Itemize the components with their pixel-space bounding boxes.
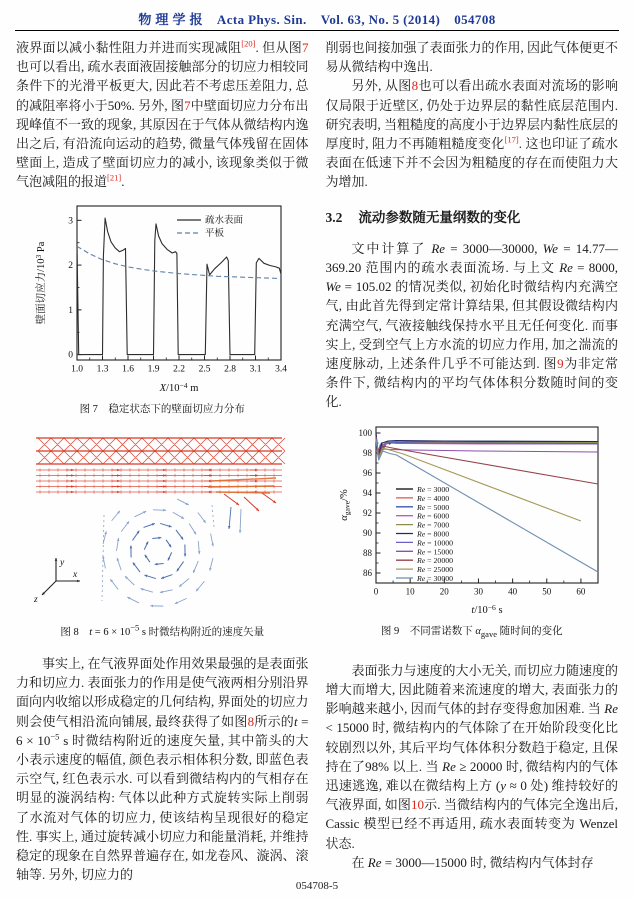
svg-text:Re = 7000: Re = 7000 (416, 520, 449, 530)
svg-text:z: z (34, 594, 38, 605)
paragraph: 另外, 从图8也可以看出疏水表面对流场的影响仅局限于近壁区, 仍处于边界层的黏性底层范围内. 研究表明, 当粗糙度的高度小于边界层内黏性底层的厚度时, 阻力不再随粗糙度变化[17]. 这也印证了疏水表面在低速下并不会因为粗糙度的存在而使阻力大为增加. (325, 78, 619, 190)
svg-text:Re = 6000: Re = 6000 (416, 511, 449, 521)
figure-7-caption: 图 7 稳定状态下的壁面切应力分布 (79, 403, 245, 415)
svg-text:1.3: 1.3 (96, 364, 109, 375)
svg-text:3.1: 3.1 (249, 364, 262, 375)
svg-text:2.2: 2.2 (173, 364, 186, 375)
svg-text:90: 90 (362, 527, 372, 538)
page-number: 054708-5 (295, 880, 339, 892)
svg-text:1.9: 1.9 (147, 364, 160, 375)
figure-9-chart (336, 420, 608, 618)
paragraph: 文中计算了 Re = 3000—30000, We = 14.77—369.20 范围内的疏水表面流场. 与上文 Re = 8000, We = 105.02 的情况类似, 初始化时微结构内充满空气, 由此首先得到定常计算结果, 但其假设微结构内充满空气, 气液接触线保持水平且无任何变化. 而事实上, 受到空气上方水流的切应力作用, 加之湍流的速度脉动, 上述条件几乎不可能达到. 图9为非定常条件下, 微结构内的平均气体体积分数随时间的变化. (325, 240, 618, 410)
svg-text:Re = 4000: Re = 4000 (416, 493, 449, 503)
svg-text:60: 60 (576, 586, 586, 597)
svg-text:96: 96 (362, 467, 372, 478)
svg-text:Re = 5000: Re = 5000 (416, 502, 449, 512)
journal-title-cn: 物 理 学 报 (138, 12, 203, 27)
figure-8-caption: 图 8 $t = 6 \times 10^{-5}$ s 时微结构附近的速度矢量 (60, 622, 265, 639)
svg-text:x: x (73, 569, 78, 580)
svg-text:αgave/%: $\alpha_{gave}/\%$ (338, 488, 352, 521)
svg-text:Re = 15000: Re = 15000 (416, 546, 453, 556)
page-header (0, 9, 634, 28)
svg-text:1: 1 (68, 305, 74, 316)
svg-text:2.8: 2.8 (224, 364, 237, 375)
left-column (16, 38, 309, 884)
svg-text:t/10−6 s: $t/10^{-6}$ s (471, 602, 503, 616)
svg-text:y: y (60, 557, 65, 568)
paragraph-continuation: 削弱也间接加强了表面张力的作用, 因此气体便更不易从微结构中逸出. (325, 40, 619, 75)
svg-text:30: 30 (473, 586, 483, 597)
section-number: 3.2 (325, 209, 343, 225)
section-title: 流动参数随无量纲数的变化 (358, 209, 521, 225)
svg-text:平板: 平板 (205, 228, 225, 239)
svg-text:40: 40 (507, 586, 517, 597)
svg-text:Re = 8000: Re = 8000 (416, 529, 449, 539)
paragraph: 在 Re = 3000—15000 时, 微结构内气体封存 (351, 854, 594, 870)
journal-issue: Vol. 63, No. 5 (2014) (320, 12, 441, 27)
svg-text:Re = 25000: Re = 25000 (416, 564, 453, 574)
svg-text:98: 98 (362, 447, 372, 458)
svg-text:Re = 30000: Re = 30000 (416, 573, 453, 583)
figure-7 (16, 198, 309, 417)
svg-text:50: 50 (542, 586, 552, 597)
svg-text:Re = 20000: Re = 20000 (416, 555, 453, 565)
right-column (326, 38, 619, 884)
svg-text:88: 88 (362, 547, 372, 558)
two-column-body (16, 38, 618, 884)
svg-text:3: 3 (68, 215, 74, 226)
paragraph-continuation: 液界面以减小黏性阻力并进而实现减阻[20]. 但从图7也可以看出, 疏水表面液固接触部分的切应力相较同条件下的光滑平板更大, 因此若不考虑压差阻力, 总的减阻率将小于50%. 另外, 图7中壁面切应力分布出现峰值不一致的现象, 其原因在于气体从微结构内逸出之后, 有沿流向运动的趋势, 微量气体残留在固体壁面上, 造成了壁面切应力的减小, 该现象类似于微气泡减阻的报道[21]. (16, 38, 309, 190)
svg-text:94: 94 (362, 487, 372, 498)
figure-9 (326, 420, 619, 639)
paragraph: 表面张力与速度的大小无关, 而切应力随速度的增大而增大, 因此随着来流速度的增大, 表面张力的影响越来越小, 因而气体的封存变得愈加困难. 当 Re < 15000 时, 微结构内的气体除了在开始阶段变化比较剧烈以外, 其后平均气体体积分数趋于稳定, 且保持在了98% 以上. 当 Re ≥ 20000 时, 微结构内的气体迅速逃逸, 难以在微结构上方 (y ≈ 0 处) 维持较好的气液界面, 如图10示. 当微结构内的气体完全逸出后, Cassic 模型已经不再适用, 疏水表面转变为 Wenzel 状态. (325, 662, 619, 851)
journal-title-en: Acta Phys. Sin. (216, 12, 307, 27)
svg-text:0: 0 (373, 586, 378, 597)
svg-text:86: 86 (362, 567, 372, 578)
svg-text:壁面切应力/103 Pa: 壁面切应力$/10^3$ Pa (34, 241, 48, 325)
svg-text:1.6: 1.6 (122, 364, 135, 375)
svg-text:疏水表面: 疏水表面 (205, 215, 244, 226)
svg-text:Re = 3000: Re = 3000 (416, 484, 449, 494)
figure-8-vector-field (26, 431, 298, 619)
svg-text:X/10−4 m: $X/10^{-4}$ m (159, 380, 199, 394)
svg-text:3.4: 3.4 (275, 364, 288, 375)
svg-text:0: 0 (68, 350, 74, 361)
svg-text:1.0: 1.0 (71, 364, 84, 375)
svg-text:92: 92 (362, 507, 372, 518)
svg-text:Re = 10000: Re = 10000 (416, 538, 453, 548)
svg-text:2: 2 (68, 260, 74, 271)
article-number: 054708 (454, 12, 496, 27)
paragraph: 事实上, 在气液界面处作用效果最强的是表面张力和切应力. 表面张力的作用是使气液两相分别沿界面向内收缩以形成稳定的几何结构, 界面处的切应力则会使气相沿流向铺展, 最终获得了如图8所示的$t = 6 \times 10^{-5}$ s 时微结构附近的速度矢量, 其中箭头的大小表示速度的幅值, 颜色表示相体积分数, 即蓝色表示空气, 红色表示水. 可以看到微结构内的气相存在明显的漩涡结构: 气体以此种方式旋转实际上削弱了水流对气体的切应力, 使该结构呈现很好的稳定性. 事实上, 通过旋转减小切应力和能量消耗, 并维持稳定的现象在自然界普遍存在, 如龙卷风、漩涡、滚轴等. 另外, 切应力的 (16, 656, 309, 883)
figure-7-chart (31, 198, 293, 396)
svg-text:100: 100 (358, 427, 372, 438)
svg-text:2.5: 2.5 (198, 364, 211, 375)
section-heading (326, 208, 619, 227)
figure-9-caption: 图 9 不同雷诺数下 $\alpha_{gave}$ 随时间的变化 (380, 625, 563, 639)
svg-text:10: 10 (405, 586, 415, 597)
svg-text:20: 20 (439, 586, 449, 597)
figure-8 (16, 431, 309, 640)
header-rule (15, 30, 619, 31)
